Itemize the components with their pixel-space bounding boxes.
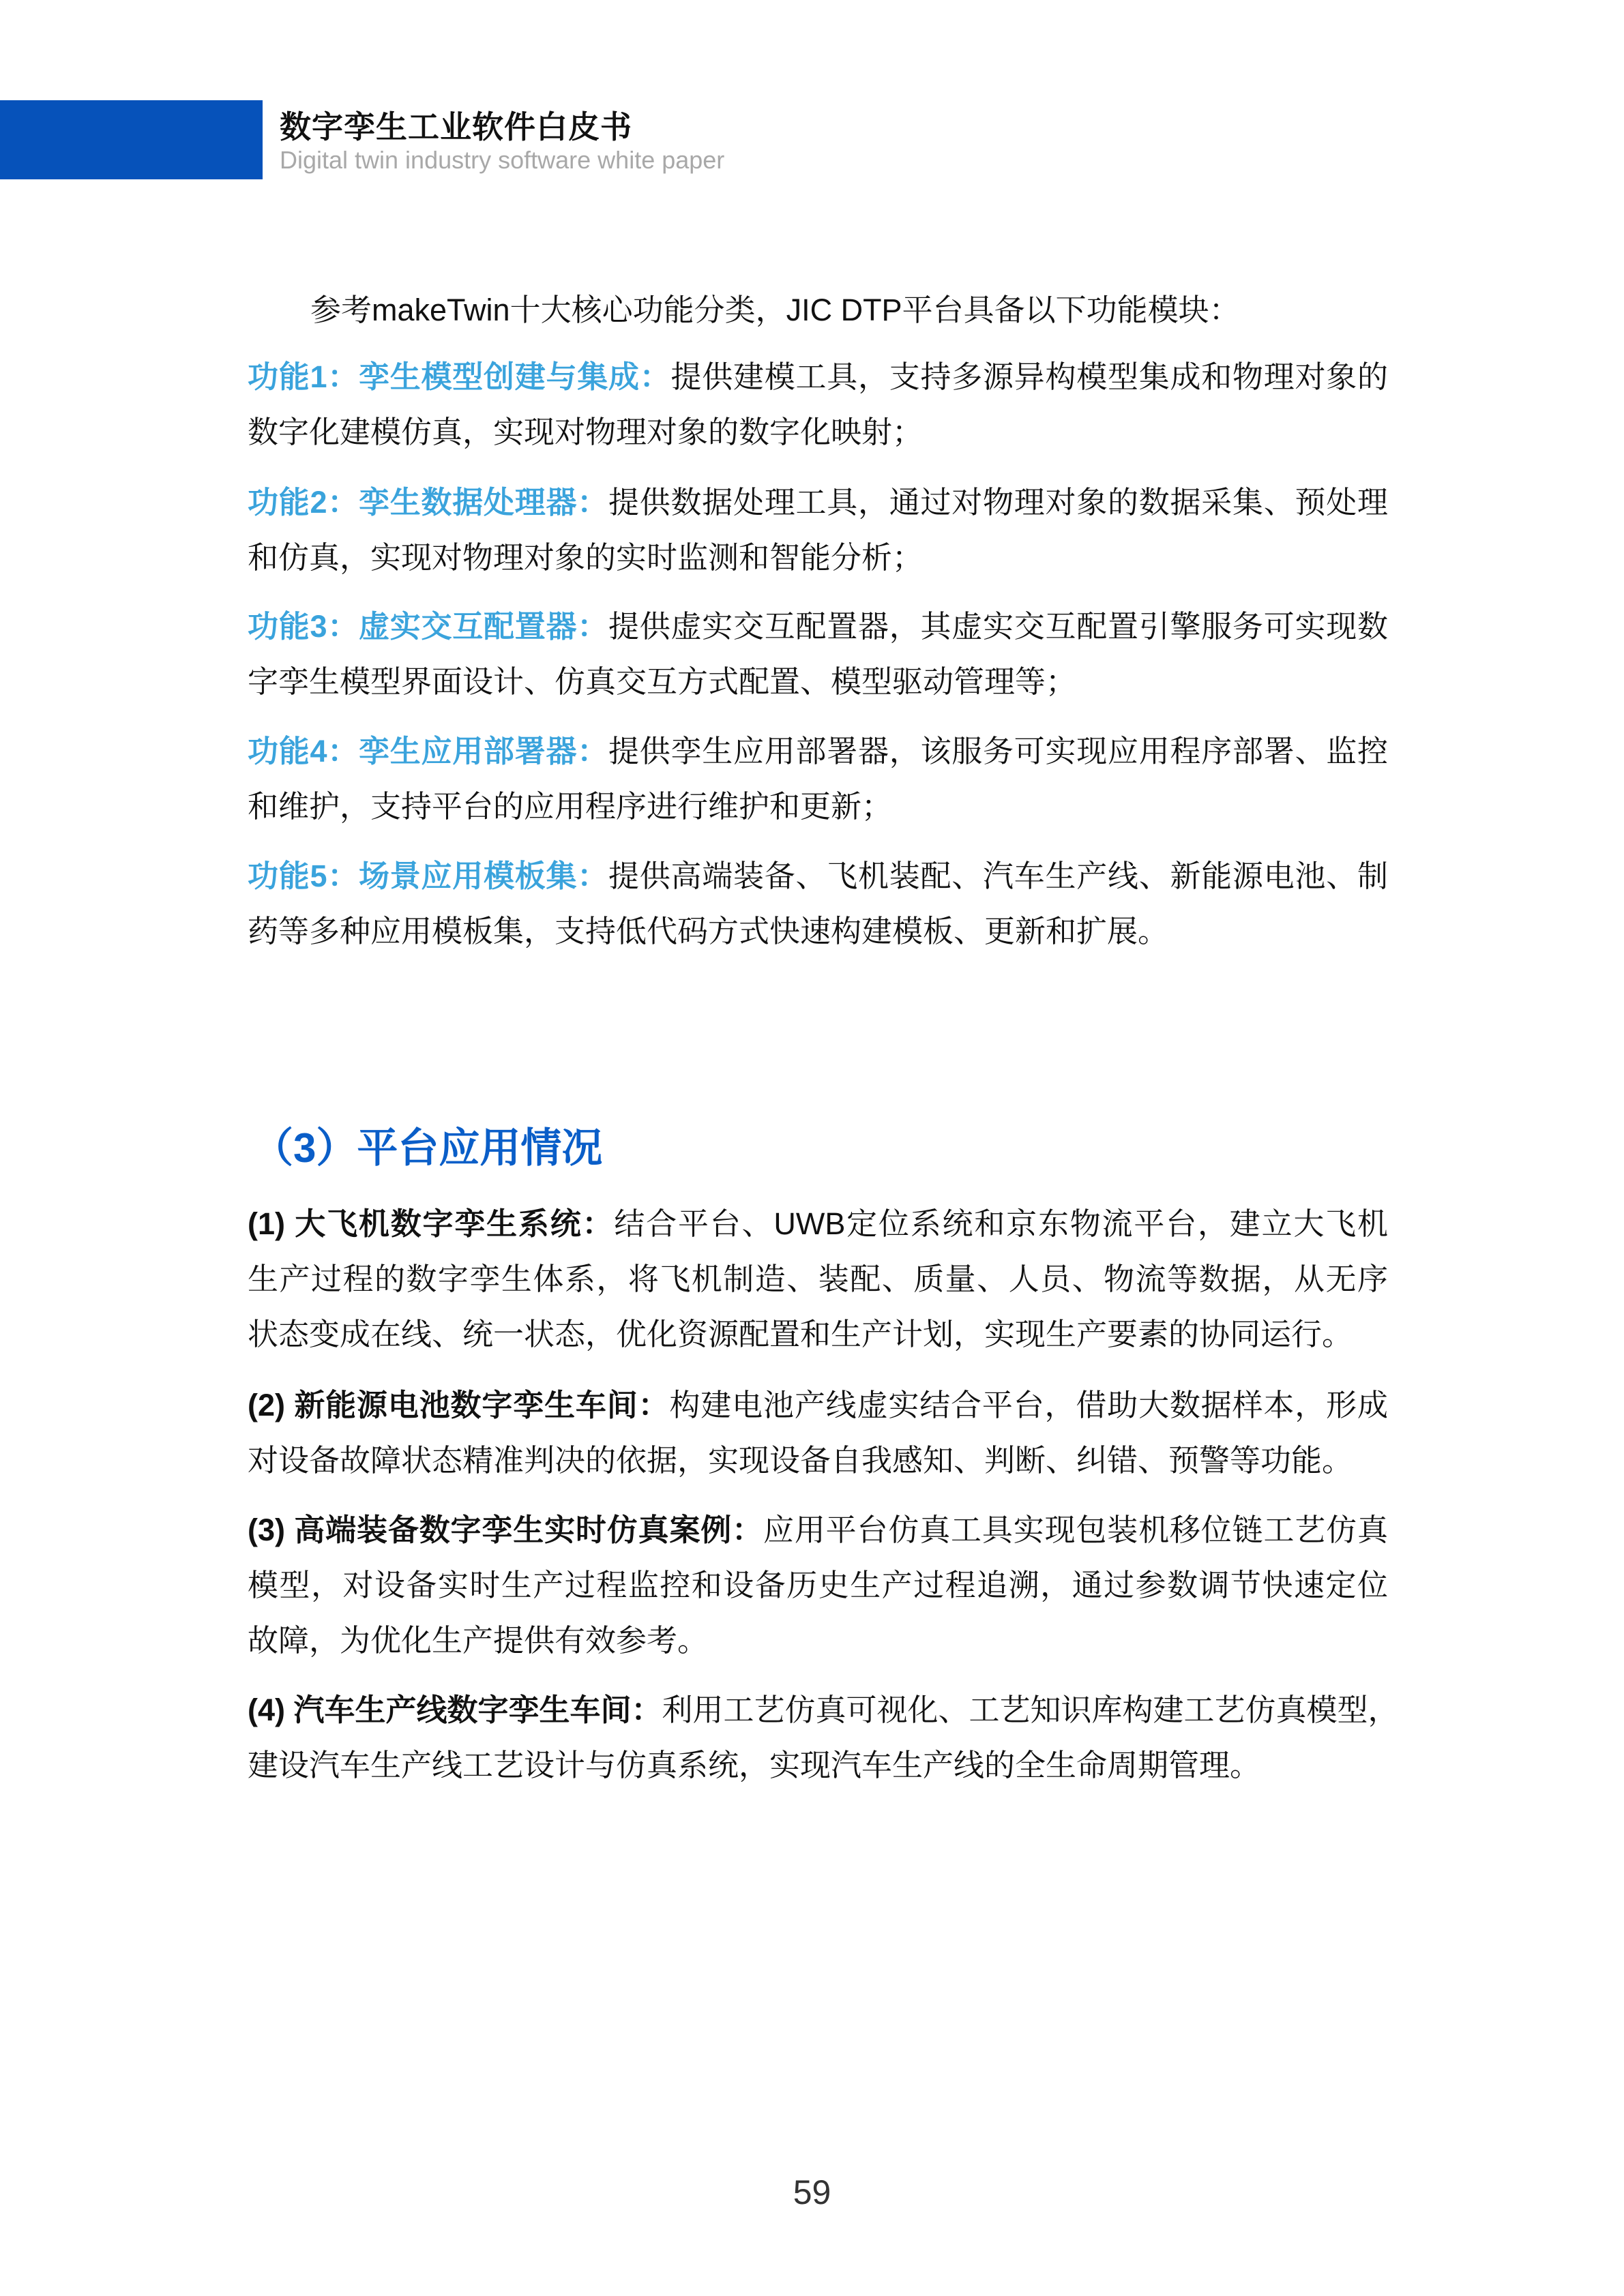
paragraph-label: 功能1：孪生模型创建与集成： — [248, 359, 671, 394]
paragraph-text: 提供虚实交互配置器，其虚实交互配置引擎服务可实现数 — [608, 609, 1388, 644]
paragraph-text: 构建电池产线虚实结合平台，借助大数据样本，形成 — [669, 1388, 1388, 1422]
paragraph-text: 数字化建模仿真，实现对物理对象的数字化映射； — [248, 415, 924, 449]
text-line — [248, 1557, 1388, 1613]
paragraph-text: 提供数据处理工具，通过对物理对象的数据采集、预处理 — [608, 485, 1388, 520]
paragraph-text: 状态变成在线、统一状态，优化资源配置和生产计划，实现生产要素的协同运行。 — [248, 1317, 1353, 1352]
section-heading: （3）平台应用情况 — [252, 1125, 603, 1171]
paragraph-label: 功能2：孪生数据处理器： — [248, 485, 609, 520]
case-item — [248, 1502, 1388, 1668]
paragraph-label: (1) 大飞机数字孪生系统： — [248, 1206, 615, 1241]
paragraph-text: 建设汽车生产线工艺设计与仿真系统，实现汽车生产线的全生命周期管理。 — [248, 1748, 1261, 1783]
paragraph-text: 和维护，支持平台的应用程序进行维护和更新； — [248, 789, 893, 824]
text-line — [248, 349, 1388, 404]
intro-paragraph: 参考makeTwin十大核心功能分类，JIC DTP平台具备以下功能模块： — [310, 293, 1240, 327]
document-title: 数字孪生工业软件白皮书 — [280, 109, 632, 145]
paragraph-label: 功能4：孪生应用部署器： — [248, 734, 609, 769]
text-line — [248, 848, 1388, 904]
text-line — [248, 1251, 1388, 1307]
text-line — [248, 404, 1388, 460]
header-accent-bar — [0, 100, 263, 179]
document-subtitle: Digital twin industry software white paper — [280, 146, 725, 174]
paragraph-text: 生产过程的数字孪生体系，将飞机制造、装配、质量、人员、物流等数据，从无序 — [248, 1262, 1388, 1296]
paragraph-text: 模型，对设备实时生产过程监控和设备历史生产过程追溯，通过参数调节快速定位 — [248, 1568, 1388, 1602]
text-line — [248, 779, 1388, 834]
paragraph-text: 应用平台仿真工具实现包装机移位链工艺仿真 — [763, 1512, 1388, 1547]
text-line — [248, 1196, 1388, 1251]
function-item — [248, 599, 1388, 709]
case-item — [248, 1377, 1388, 1488]
paragraph-text: 提供建模工具，支持多源异构模型集成和物理对象的 — [670, 359, 1388, 394]
text-line — [248, 1377, 1388, 1433]
paragraph-text: 结合平台、UWB定位系统和京东物流平台，建立大飞机 — [614, 1206, 1388, 1241]
function-item — [248, 475, 1388, 585]
paragraph-text: 提供高端装备、飞机装配、汽车生产线、新能源电池、制 — [608, 859, 1388, 893]
paragraph-text: 药等多种应用模板集，支持低代码方式快速构建模板、更新和扩展。 — [248, 914, 1169, 949]
text-line — [248, 530, 1388, 585]
text-line — [248, 1502, 1388, 1557]
case-item — [248, 1196, 1388, 1362]
text-line — [248, 1738, 1388, 1793]
paragraph-text: 和仿真，实现对物理对象的实时监测和智能分析； — [248, 540, 924, 575]
case-item — [248, 1682, 1399, 1793]
text-line — [248, 724, 1388, 779]
page-number: 59 — [793, 2173, 831, 2211]
paragraph-text: 对设备故障状态精准判决的依据，实现设备自我感知、判断、纠错、预警等功能。 — [248, 1443, 1353, 1478]
paragraph-text: 利用工艺仿真可视化、工艺知识库构建工艺仿真模型， — [662, 1693, 1399, 1727]
text-line — [248, 1613, 1388, 1668]
paragraph-label: (2) 新能源电池数字孪生车间： — [248, 1388, 670, 1422]
text-line — [248, 599, 1388, 654]
function-item — [248, 349, 1388, 460]
paragraph-text: 字孪生模型界面设计、仿真交互方式配置、模型驱动管理等； — [248, 664, 1077, 699]
function-item — [248, 848, 1388, 959]
text-line — [248, 475, 1388, 530]
text-line — [248, 654, 1388, 709]
paragraph-label: 功能3：虚实交互配置器： — [248, 609, 609, 644]
text-line — [248, 1307, 1388, 1362]
text-line — [248, 904, 1388, 959]
paragraph-label: (4) 汽车生产线数字孪生车间： — [248, 1693, 662, 1727]
paragraph-text: 故障，为优化生产提供有效参考。 — [248, 1623, 709, 1658]
function-item — [248, 724, 1388, 834]
paragraph-text: 提供孪生应用部署器，该服务可实现应用程序部署、监控 — [608, 734, 1388, 769]
text-line — [248, 1433, 1388, 1488]
paragraph-label: 功能5：场景应用模板集： — [248, 859, 609, 893]
text-line — [248, 1682, 1399, 1738]
paragraph-label: (3) 高端装备数字孪生实时仿真案例： — [248, 1512, 763, 1547]
